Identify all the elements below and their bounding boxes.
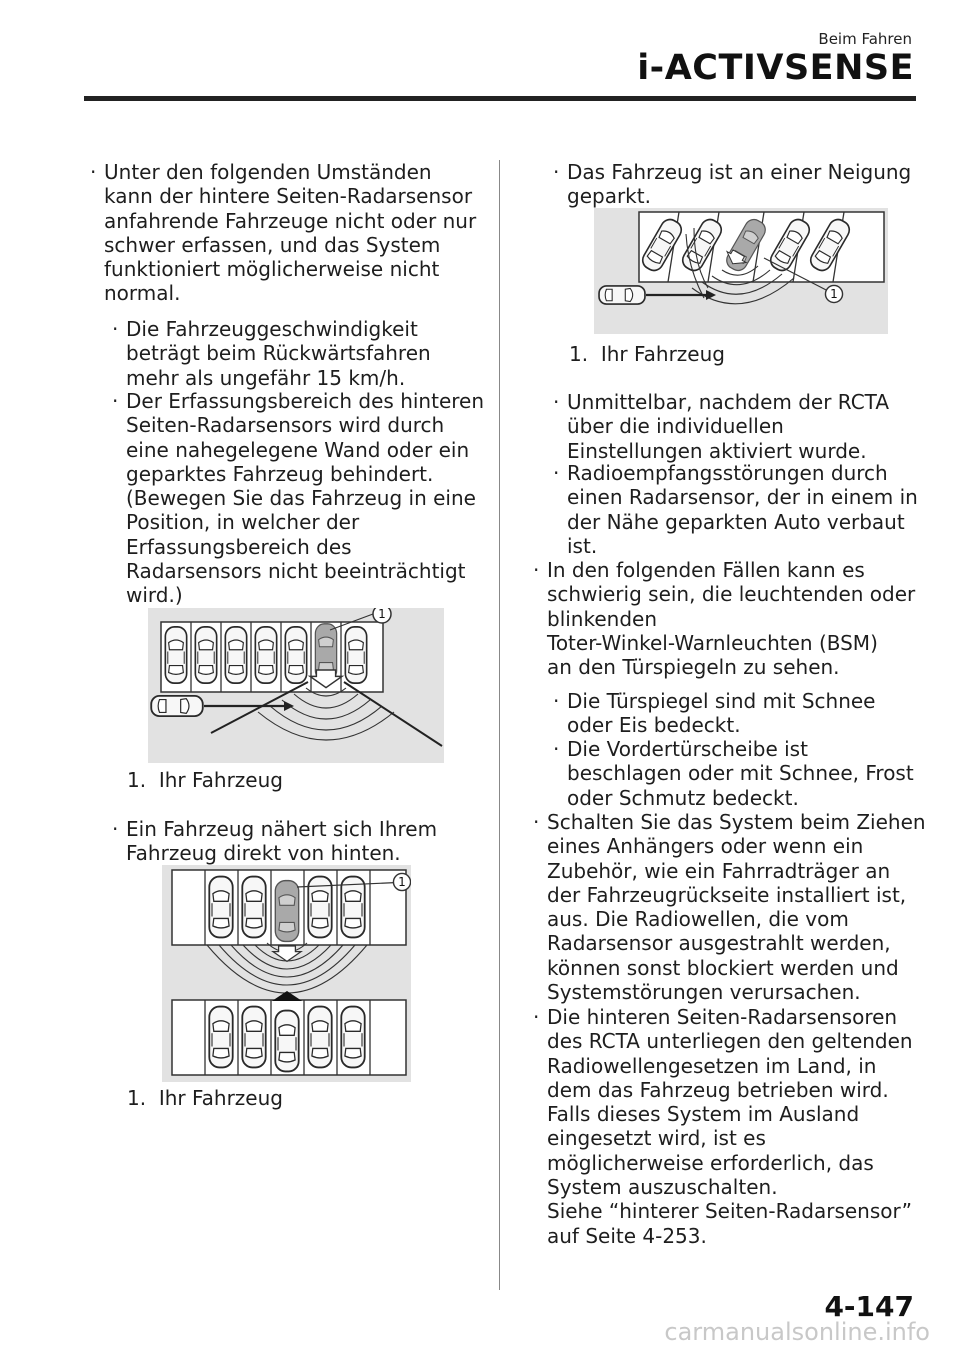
text-line: können sonst blockiert werden und	[547, 955, 899, 980]
text-line: aus. Die Radiowellen, die vom	[547, 907, 849, 932]
figure-wall-obstruction	[148, 608, 444, 763]
caption-number: 1.	[127, 768, 147, 792]
caption-number: 1.	[569, 342, 589, 366]
text-line: beschlagen oder mit Schnee, Frost	[567, 761, 914, 786]
caption-number: 1.	[127, 1086, 147, 1110]
text-line: der Fahrzeugrückseite installiert ist,	[547, 882, 907, 907]
figure-caption	[127, 1086, 283, 1110]
column-divider	[499, 160, 500, 1290]
figure-callout: 1	[378, 608, 386, 621]
text-line: normal.	[104, 281, 181, 306]
text-line: Das Fahrzeug ist an einer Neigung	[567, 160, 912, 184]
text-line: Die Fahrzeuggeschwindigkeit	[126, 317, 418, 341]
text-line: Der Erfassungsbereich des hinteren	[126, 389, 485, 413]
text-line: Systemstörungen verursachen.	[547, 980, 861, 1005]
sub-bullet-item	[553, 390, 890, 463]
sub-bullet-item	[112, 389, 485, 608]
text-line: schwer erfassen, und das System	[104, 232, 441, 257]
text-line: an den Türspiegeln zu sehen.	[547, 655, 840, 680]
text-line: auf Seite 4-253.	[547, 1223, 707, 1248]
text-line: Ein Fahrzeug nähert sich Ihrem	[126, 817, 438, 841]
bullet-item	[90, 160, 477, 306]
text-line: Einstellungen aktiviert wurde.	[567, 438, 867, 463]
text-line: Fahrzeug direkt von hinten.	[126, 841, 401, 866]
text-line: (Bewegen Sie das Fahrzeug in eine	[126, 486, 476, 511]
sub-bullet-item	[112, 817, 438, 866]
page-number: 4-147	[824, 1290, 914, 1323]
text-line: schwierig sein, die leuchtenden oder	[547, 582, 916, 607]
bullet-item	[533, 810, 926, 1005]
text-line: Unter den folgenden Umständen	[104, 160, 432, 184]
figure-caption	[569, 342, 725, 366]
text-line: Toter-Winkel-Warnleuchten (BSM)	[547, 630, 878, 655]
bullet-marker: ·	[553, 390, 560, 414]
bullet-marker: ·	[533, 558, 540, 582]
text-line: der Nähe geparkten Auto verbaut	[567, 509, 905, 534]
text-line: Radarsensors nicht beeinträchtigt	[126, 559, 466, 584]
text-line: Siehe “hinterer Seiten-Radarsensor”	[547, 1199, 912, 1224]
bullet-marker: ·	[553, 461, 560, 485]
bullet-marker: ·	[112, 317, 119, 341]
figure-caption	[127, 768, 283, 792]
sub-bullet-item	[553, 689, 876, 738]
text-line: Radarsensor ausgestrahlt werden,	[547, 931, 891, 956]
text-line: beträgt beim Rückwärtsfahren	[126, 341, 431, 366]
text-line: einen Radarsensor, der in einem in	[567, 485, 918, 510]
bullet-marker: ·	[553, 737, 560, 761]
text-line: Die hinteren Seiten-Radarsensoren	[547, 1005, 898, 1029]
bullet-marker: ·	[90, 160, 97, 184]
header-title: i-ACTIVSENSE	[637, 48, 914, 88]
text-line: funktioniert möglicherweise nicht	[104, 257, 440, 282]
caption-text: Ihr Fahrzeug	[158, 1086, 283, 1110]
text-line: System auszuschalten.	[547, 1175, 778, 1200]
bullet-marker: ·	[112, 389, 119, 413]
bullet-marker: ·	[533, 810, 540, 834]
text-line: Zubehör, wie ein Fahrradträger an	[547, 858, 891, 883]
text-line: Seiten-Radarsensors wird durch	[126, 413, 445, 438]
text-line: eingesetzt wird, ist es	[547, 1126, 766, 1151]
text-line: In den folgenden Fällen kann es	[547, 558, 865, 582]
figure-callout: 1	[398, 875, 406, 889]
bullet-marker: ·	[553, 689, 560, 713]
header-section: Beim Fahren	[818, 30, 912, 48]
text-line: oder Schmutz bedeckt.	[567, 785, 799, 810]
caption-text: Ihr Fahrzeug	[600, 342, 725, 366]
text-line: kann der hintere Seiten-Radarsensor	[104, 184, 473, 209]
sub-bullet-item	[553, 461, 918, 558]
text-line: ist.	[567, 533, 598, 558]
text-line: Schalten Sie das System beim Ziehen	[547, 810, 926, 834]
bullet-marker: ·	[553, 160, 560, 184]
sub-bullet-item	[553, 160, 912, 209]
text-line: Unmittelbar, nachdem der RCTA	[567, 390, 890, 414]
text-line: Die Türspiegel sind mit Schnee	[567, 689, 876, 713]
bullet-marker: ·	[112, 817, 119, 841]
text-line: Radiowellengesetzen im Land, in	[547, 1053, 877, 1078]
text-line: Radioempfangsstörungen durch	[567, 461, 888, 485]
text-line: blinkenden	[547, 606, 658, 631]
text-line: möglicherweise erforderlich, das	[547, 1150, 874, 1175]
sub-bullet-item	[112, 317, 431, 390]
figure-callout: 1	[830, 287, 838, 301]
header-rule	[84, 96, 916, 101]
bullet-item	[533, 1005, 913, 1248]
text-line: Falls dieses System im Ausland	[547, 1102, 860, 1127]
text-line: Position, in welcher der	[126, 510, 360, 535]
sub-bullet-item	[553, 737, 914, 810]
text-line: Die Vordertürscheibe ist	[567, 737, 808, 761]
figure-parked-on-slope	[594, 208, 888, 334]
text-line: des RCTA unterliegen den geltenden	[547, 1029, 913, 1054]
text-line: eines Anhängers oder wenn ein	[547, 834, 864, 859]
text-line: mehr als ungefähr 15 km/h.	[126, 365, 406, 390]
text-line: über die individuellen	[567, 414, 784, 439]
text-line: geparktes Fahrzeug behindert.	[126, 461, 434, 486]
text-line: Erfassungsbereich des	[126, 534, 352, 559]
text-line: anfahrende Fahrzeuge nicht oder nur	[104, 208, 477, 233]
text-line: eine nahegelegene Wand oder ein	[126, 437, 470, 462]
text-line: oder Eis bedeckt.	[567, 713, 741, 738]
text-line: geparkt.	[567, 184, 651, 209]
watermark: carmanualsonline.info	[664, 1318, 930, 1346]
text-line: dem das Fahrzeug betrieben wird.	[547, 1077, 889, 1102]
figure-approach-from-behind	[162, 865, 411, 1082]
caption-text: Ihr Fahrzeug	[158, 768, 283, 792]
bullet-marker: ·	[533, 1005, 540, 1029]
bullet-item	[533, 558, 916, 680]
text-line: wird.)	[126, 583, 183, 608]
